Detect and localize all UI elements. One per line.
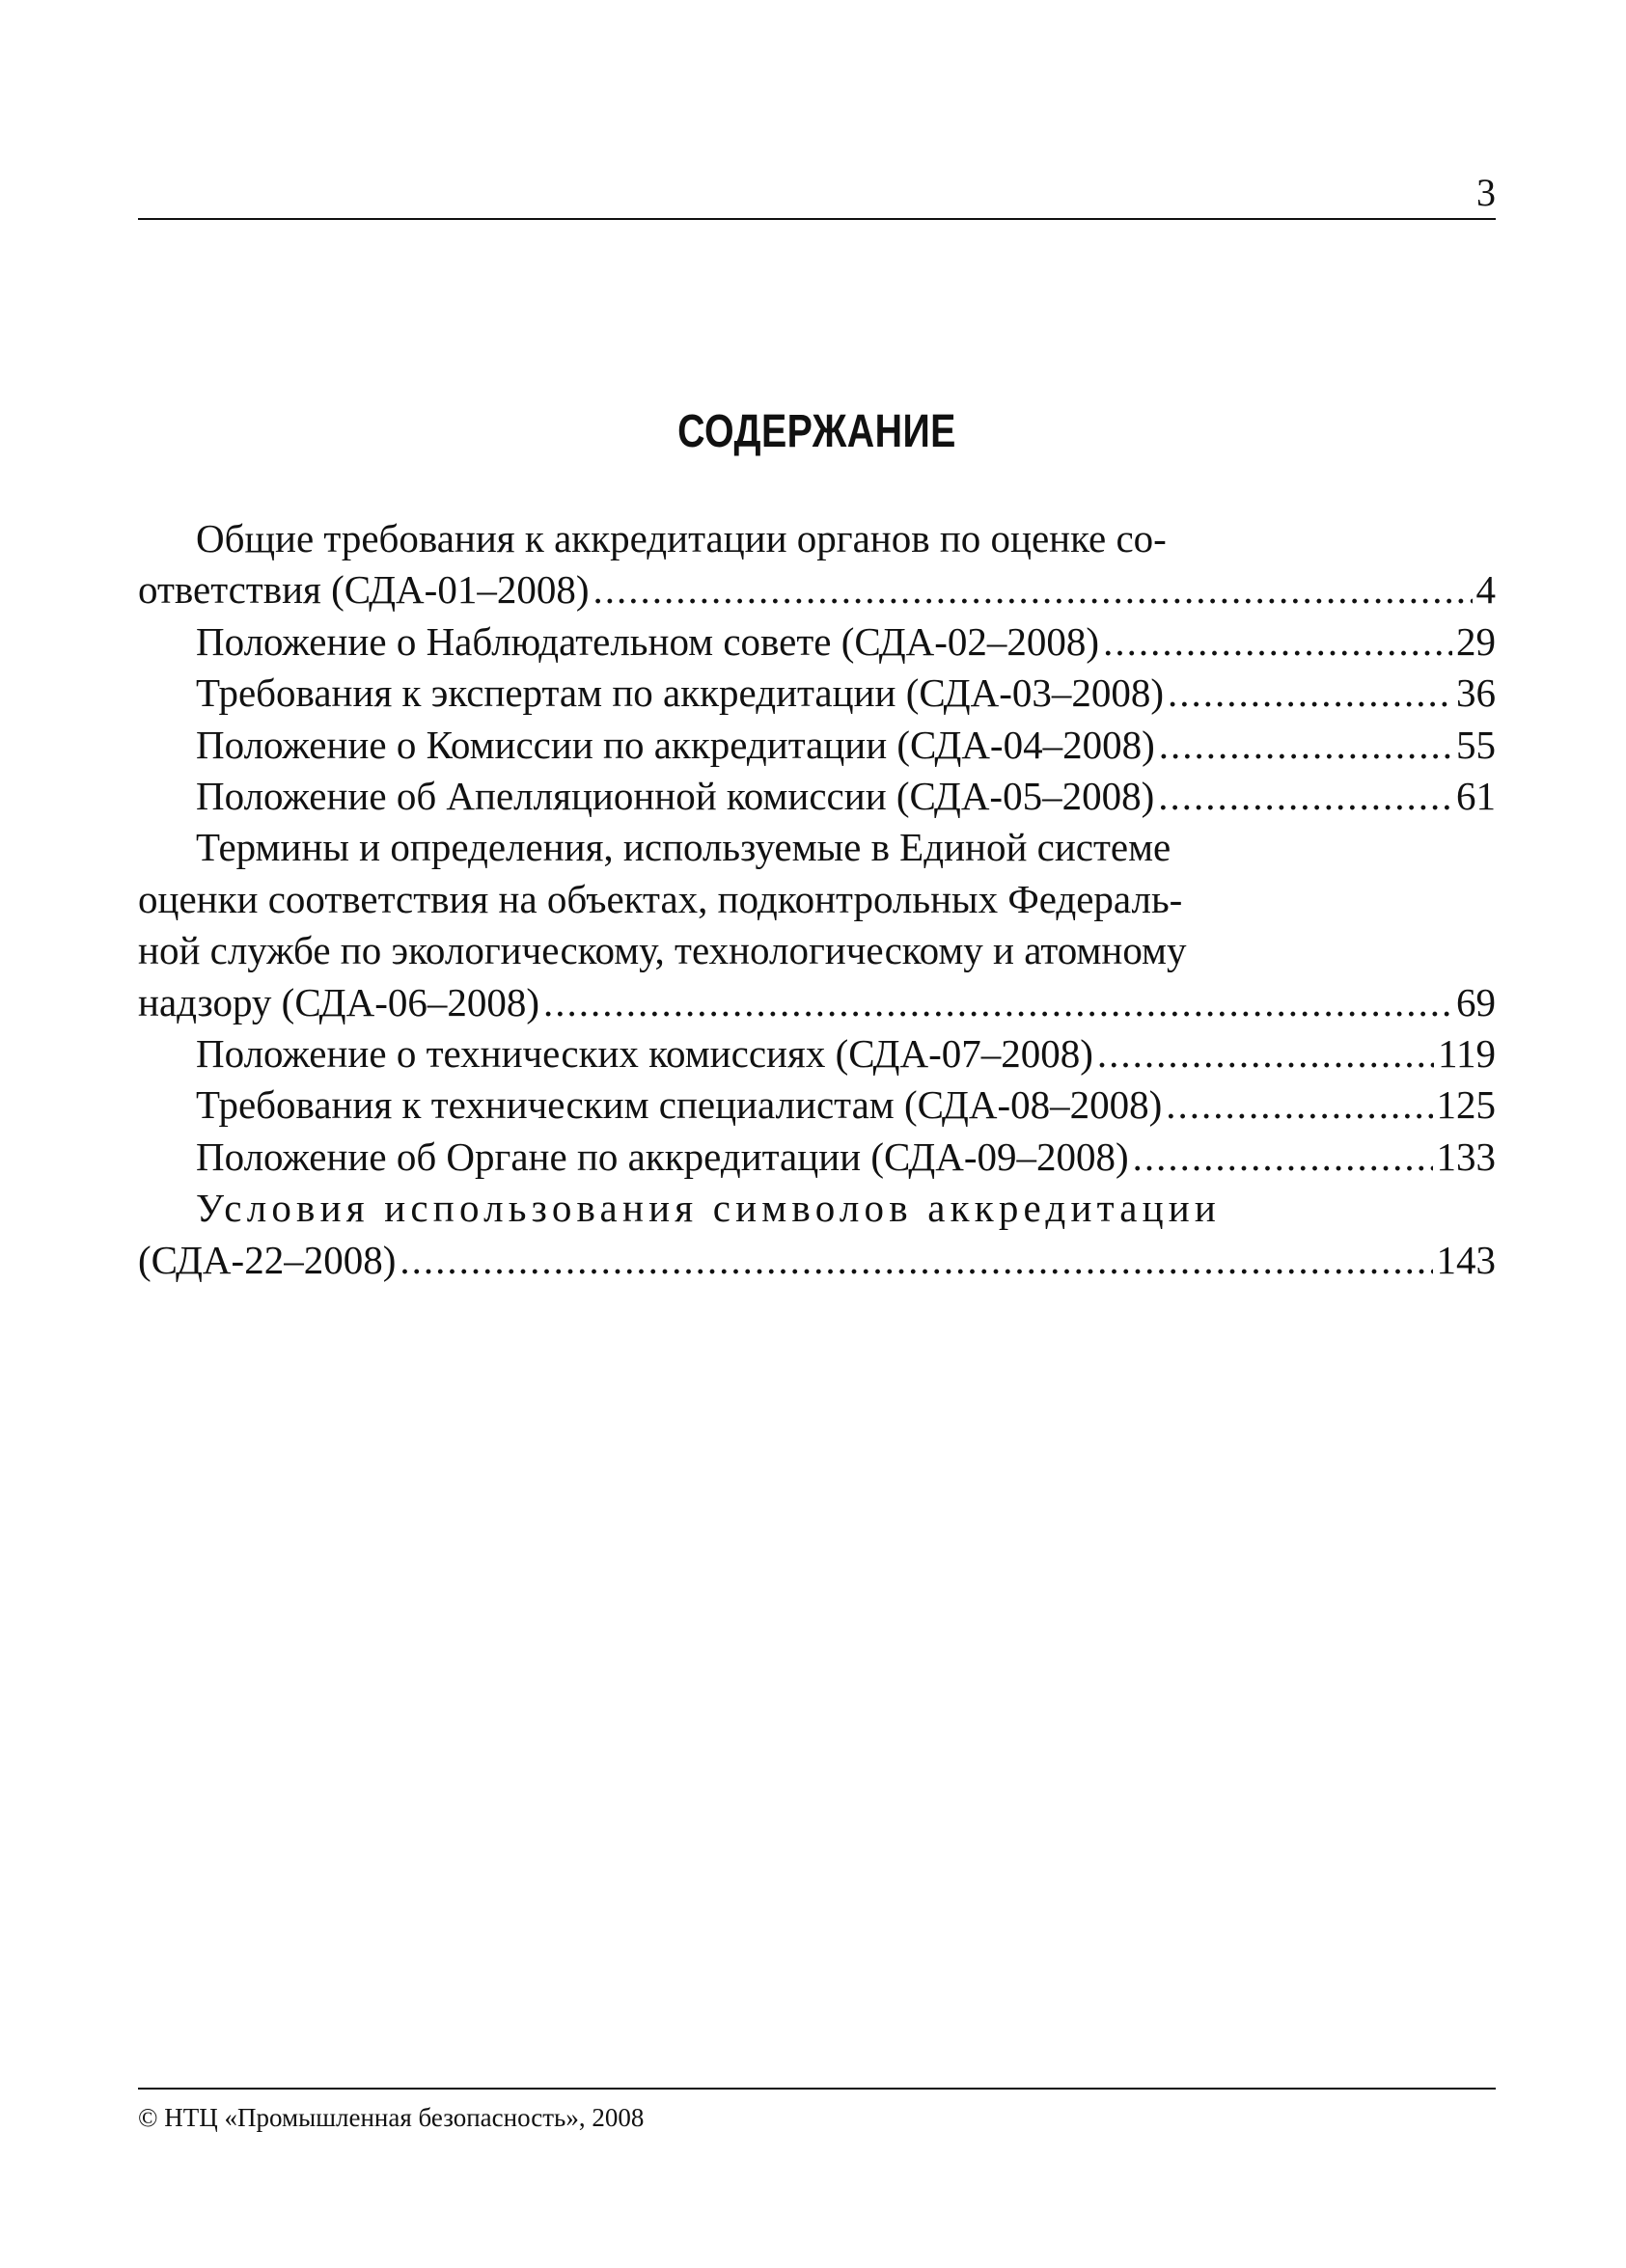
toc-entry-page: 29 [1456,618,1496,664]
toc-entry-title: Положение о Комиссии по аккредитации (СДА-04–2008) [196,722,1155,767]
toc-entry-line: Термины и определения, используемые в Единой системе [196,825,1171,870]
copyright-footer: © НТЦ «Промышленная безопасность», 2008 [138,2103,645,2132]
dot-leader [593,564,1472,615]
dot-leader [1097,1028,1434,1079]
toc-entry-sda-22[interactable] [138,1183,1496,1286]
toc-entry-sda-02[interactable] [138,616,1496,668]
toc-entry-page: 143 [1436,1237,1496,1282]
toc-entry-title: Положение о технических комиссиях (СДА-07–2008) [196,1031,1093,1077]
toc-entry-page: 133 [1436,1134,1496,1179]
dot-leader [543,977,1452,1028]
toc-title: СОДЕРЖАНИЕ [677,406,956,457]
dot-leader [1166,1079,1432,1131]
toc-entry-title: ответствия (СДА-01–2008) [138,567,590,613]
dot-leader [1103,616,1452,668]
toc-entry-line: Условия использования символов аккредитации [196,1186,1222,1231]
toc-entry-sda-06[interactable] [138,822,1496,1028]
dot-leader [1168,668,1452,719]
table-of-contents [138,513,1496,1286]
toc-entry-line: Общие требования к аккредитации органов по оценке со- [196,516,1167,560]
toc-entry-page: 36 [1456,670,1496,716]
toc-entry-sda-09[interactable] [138,1132,1496,1183]
toc-entry-title: Положение об Органе по аккредитации (СДА-09–2008) [196,1134,1129,1179]
toc-entry-page: 69 [1456,979,1496,1025]
dot-leader [1158,771,1452,822]
toc-entry-line: ной службе по экологическому, технологическому и атомному [138,928,1187,973]
toc-entry-page: 55 [1456,722,1496,767]
toc-entry-title: надзору (СДА-06–2008) [138,979,540,1025]
toc-entry-title: (СДА-22–2008) [138,1237,397,1282]
toc-entry-sda-05[interactable] [138,771,1496,822]
dot-leader [400,1235,1432,1286]
toc-entry-sda-04[interactable] [138,720,1496,771]
toc-entry-sda-07[interactable] [138,1028,1496,1079]
dot-leader [1159,720,1452,771]
toc-entry-title: Положение о Наблюдательном совете (СДА-02–2008) [196,618,1100,664]
toc-entry-page: 4 [1475,567,1496,613]
footer-rule [138,2088,1496,2090]
toc-entry-line: оценки соответствия на объектах, подконтрольных Федераль- [138,876,1183,921]
toc-entry-title: Требования к экспертам по аккредитации (СДА-03–2008) [196,670,1165,716]
toc-entry-sda-08[interactable] [138,1079,1496,1131]
page-number: 3 [1476,171,1496,214]
toc-entry-sda-01[interactable] [138,513,1496,616]
toc-entry-title: Требования к техническим специалистам (СДА-08–2008) [196,1082,1163,1128]
header-rule [138,218,1496,220]
toc-entry-page: 119 [1438,1031,1496,1077]
toc-entry-sda-03[interactable] [138,668,1496,719]
toc-entry-page: 61 [1456,774,1496,819]
toc-entry-title: Положение об Апелляционной комиссии (СДА-05–2008) [196,774,1155,819]
dot-leader [1133,1132,1433,1183]
toc-entry-page: 125 [1436,1082,1496,1128]
